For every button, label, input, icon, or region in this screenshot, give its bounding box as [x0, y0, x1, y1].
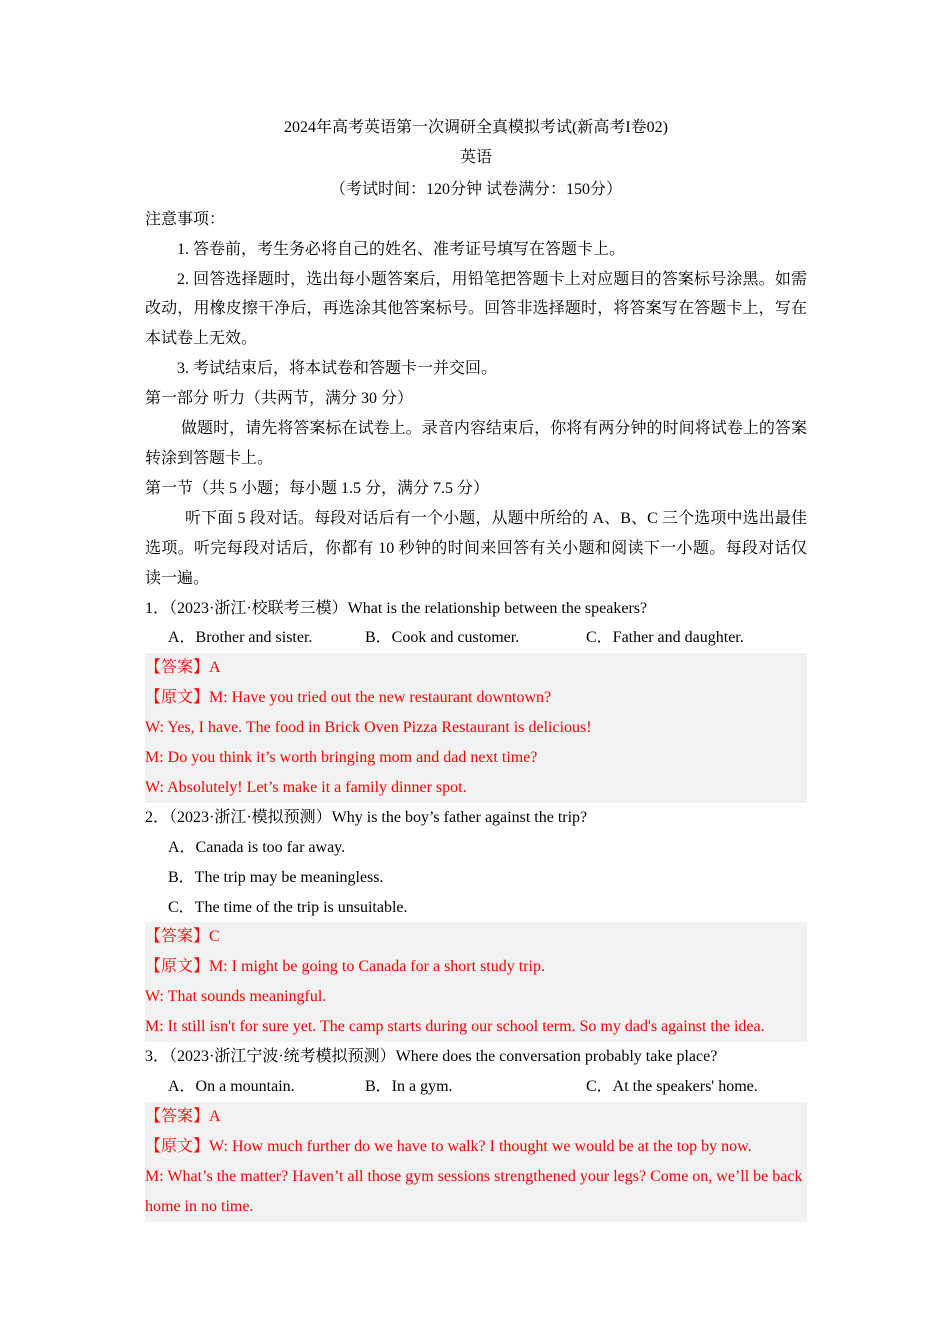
question-options [145, 1072, 807, 1102]
option-a: A．Canada is too far away. [168, 838, 346, 856]
option-a: A．Brother and sister. [168, 629, 313, 647]
answer-label: 【答案】A [145, 1107, 221, 1125]
notice-item-3: 3. 考试结束后，将本试卷和答题卡一并交回。 [177, 360, 498, 378]
question-stem: 3．（2023·浙江宁波·统考模拟预测）Where does the conversation probably take place? [145, 1048, 718, 1066]
question-options [145, 623, 807, 653]
transcript-line: 【原文】W: How much further do we have to walk? I thought we would be at the top by now. [145, 1137, 752, 1155]
section1-heading: 第一节（共 5 小题；每小题 1.5 分，满分 7.5 分） [145, 479, 490, 497]
transcript-line: M: It still isn't for sure yet. The camp starts during our school term. So my dad's against the idea. [145, 1018, 765, 1036]
option-b: B．The trip may be meaningless. [168, 868, 384, 886]
exam-time-info: （考试时间：120分钟 试卷满分：150分） [329, 180, 622, 198]
question-stem: 2．（2023·浙江·模拟预测）Why is the boy’s father against the trip? [145, 808, 588, 826]
part1-instruction: 做题时，请先将答案标在试卷上。录音内容结束后，你将有两分钟的时间将试卷上的答案转涂到答题卡上。 [145, 420, 807, 467]
transcript-line: M: Do you think it’s worth bringing mom and dad next time? [145, 749, 538, 767]
answer-block [145, 653, 807, 803]
option-b: B．Cook and customer. [365, 629, 520, 647]
option-a: A．On a mountain. [168, 1078, 295, 1095]
option-c: C．The time of the trip is unsuitable. [168, 898, 408, 916]
question-2 [145, 803, 807, 1042]
section1-instruction: 听下面 5 段对话。每段对话后有一个小题，从题中所给的 A、B、C 三个选项中选出最佳选项。听完每段对话后，你都有 10 秒钟的时间来回答有关小题和阅读下一小题。每段对话仅读一遍。 [145, 509, 807, 587]
notice-item-1: 1. 答卷前，考生务必将自己的姓名、准考证号填写在答题卡上。 [177, 240, 626, 258]
transcript-line: M: What’s the matter? Haven’t all those gym sessions strengthened your legs? Come on, we’ll be back home in no time. [145, 1167, 803, 1215]
answer-block [145, 1102, 807, 1222]
option-b: B．In a gym. [365, 1078, 453, 1095]
transcript-line: W: Yes, I have. The food in Brick Oven Pizza Restaurant is delicious! [145, 719, 592, 737]
exam-page [145, 113, 807, 1222]
transcript-line: W: Absolutely! Let’s make it a family dinner spot. [145, 778, 467, 796]
question-stem: 1．（2023·浙江·校联考三模）What is the relationship between the speakers? [145, 599, 648, 617]
option-c: C．At the speakers' home. [586, 1078, 758, 1095]
answer-label: 【答案】C [145, 928, 220, 946]
transcript-line: W: That sounds meaningful. [145, 988, 327, 1006]
transcript-line: 【原文】M: Have you tried out the new restaurant downtown? [145, 689, 552, 707]
question-3 [145, 1042, 807, 1221]
option-c: C．Father and daughter. [586, 629, 744, 647]
transcript-line: 【原文】M: I might be going to Canada for a short study trip. [145, 958, 545, 976]
answer-label: 【答案】A [145, 659, 221, 677]
notice-heading: 注意事项： [145, 210, 226, 228]
answer-block [145, 922, 807, 1042]
part1-heading: 第一部分 听力（共两节，满分 30 分） [145, 390, 414, 408]
exam-title: 2024年高考英语第一次调研全真模拟考试(新高考I卷02) [284, 119, 668, 136]
notice-item-2: 2. 回答选择题时，选出每小题答案后，用铅笔把答题卡上对应题目的答案标号涂黑。如需改动，用橡皮擦干净后，再选涂其他答案标号。回答非选择题时，将答案写在答题卡上，写在本试卷上无效。 [145, 270, 807, 348]
question-1 [145, 594, 807, 803]
exam-subject: 英语 [459, 148, 492, 166]
